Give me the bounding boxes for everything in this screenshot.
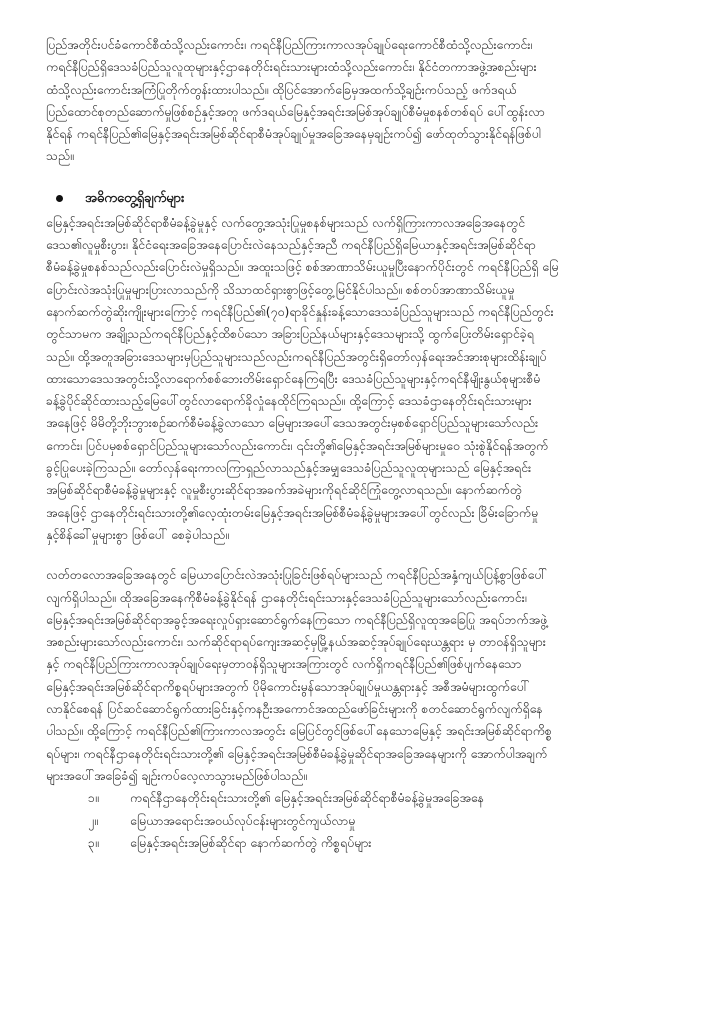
- text-line: လာနိုင်စေရန် ပြင်ဆင်ဆောင်ရွက်ထားခြင်းနှင့်ကနဦးအကောင်အထည်ဖော်ခြင်းများကို စတင်ဆောင်ရွက်လျက်ရှိနေ: [46, 701, 543, 717]
- paragraph-spacer: [46, 546, 679, 564]
- text-line: သည်။ ထို့အတူအခြားဒေသများမှပြည်သူများသည်လည်းကရင်နီပြည်အတွင်းရှိတော်လှန်ရေးအင်အားစုများထိန်းချုပ်: [46, 348, 547, 364]
- text-line: ခွင့်ပြုပေးခဲ့ကြသည်။ တော်လှန်ရေးကာလကြာရှည်လာသည်နှင့်အမျှဒေသခံပြည်သူလူထုများသည် မြေနှင့်အရင်း: [46, 460, 532, 476]
- text-line: အစည်းများသော်လည်းကောင်း၊ သက်ဆိုင်ရာရပ်ကျေးအဆင့်မှမြို့နယ်အဆင့်အုပ်ချုပ်ရေးယန္တရား မှ တာဝန်ရှိသူများ: [46, 634, 546, 650]
- text-line: နိုင်ရန် ကရင်နီပြည်၏မြေနှင့်အရင်းအမြစ်ဆိုင်ရာစီမံအုပ်ချုပ်မှုအခြေအနေမှချဉ်းကပ်၍ ဖော်ထုတ်သွားနိုင်ရန်ဖြစ်ပါ: [46, 126, 541, 142]
- text-line: နှင့် ကရင်နီပြည်ကြားကာလအုပ်ချုပ်ရေးမှတာဝန်ရှိသူများအကြားတွင် လက်ရှိကရင်နီပြည်၏ဖြစ်ပျက်နေသော: [46, 656, 522, 672]
- text-line: စီမံခန့်ခွဲမှုစနစ်သည်လည်းပြောင်းလဲမှုရှိသည်။ အထူးသဖြင့် စစ်အာဏာသိမ်းယူမှုပြီးနောက်ပိုင်းတွင် ကရင်နီပြည်ရှိ မြေ: [46, 259, 559, 275]
- text-line: နှင့်စိန်ခေါ်မှုများစွာ ဖြစ်ပေါ် စေခဲ့ပါသည်။: [46, 526, 229, 542]
- text-line: ပြည်ထောင်စုတည်ဆောက်မှုဖြစ်စဉ်နှင့်အတူ ဖက်ဒရယ်မြေနှင့်အရင်းအမြစ်အုပ်ချုပ်စီမံမှုစနစ်တစ်ရပ် ပေါ်ထွန်းလာ: [46, 103, 545, 119]
- list-number: ၂။: [88, 812, 98, 828]
- text-line: ထားသောဒေသအတွင်းသို့လာရောက်စစ်ဘေးတိမ်းရှောင်နေကြရပြီး ဒေသခံပြည်သူများနှင့်ကရင်နီမျိုးနွယ်စုများစီမံ: [46, 370, 541, 386]
- text-line: လတ်တလောအခြေအနေတွင် မြေယာပြောင်းလဲအသုံးပြုခြင်းဖြစ်ရပ်များသည် ကရင်နီပြည်အနှံ့ကျယ်ပြန့်စွာဖြစ်ပေါ်: [46, 567, 547, 583]
- text-line: ပါသည်။ ထို့ကြောင့် ကရင်နီပြည်၏ကြားကာလအတွင်း မြေပြင်တွင်ဖြစ်ပေါ်နေသောမြေနှင့် အရင်းအမြစ်ဆိုင်ရာကိစ္စ: [46, 723, 552, 739]
- section-heading: [46, 188, 679, 210]
- list-item-text: မြေနှင့်အရင်းအမြစ်ဆိုင်ရာ နောက်ဆက်တွဲ ကိစ္စရပ်များ: [130, 834, 372, 850]
- text-line: ဒေသ၏လူမှုစီးပွား၊ နိုင်ငံရေးအခြေအနေပြောင်းလဲနေသည်နှင့်အညီ ကရင်နီပြည်ရှိမြေယာနှင့်အရင်းအမြစ်ဆိုင်ရာ: [46, 237, 536, 253]
- section-heading-text: အဓိကတွေ့ရှိချက်များ: [85, 190, 185, 206]
- text-line: အနေဖြင့် မိမိတို့ဘိုးဘွားစဉ်ဆက်စီမံခန့်ခွဲလာသော မြေများအပေါ်ဒေသအတွင်းမှစစ်ရှောင်ပြည်သူများသော်လည်း: [46, 415, 539, 431]
- list-item: [46, 787, 679, 809]
- list-number: ၁။: [88, 790, 99, 806]
- list-item-text: ကရင်နီဌာနေတိုင်းရင်းသားတို့၏ မြေနှင့်အရင်းအမြစ်ဆိုင်ရာစီမံခန့်ခွဲမှုအခြေအနေ: [130, 790, 484, 806]
- text-line: နောက်ဆက်တွဲဆိုးကျိုးများကြောင့် ကရင်နီပြည်၏(၇၀)ရာခိုင်နှုန်းခန့်သောဒေသခံပြည်သူများသည် ကရင်နီပြည်တွင်း: [46, 303, 554, 319]
- text-line: မြေနှင့်အရင်းအမြစ်ဆိုင်ရာအခွင့်အရေးလှုပ်ရှားဆောင်ရွက်နေကြသော ကရင်နီပြည်ရှိလူထုအခြေပြု အရပ်ဘက်အဖွဲ့: [46, 611, 548, 627]
- bullet-icon: [56, 195, 63, 202]
- text-line: သည်။: [46, 148, 74, 164]
- findings-paragraph: [46, 212, 679, 546]
- list-item-text: မြေယာအရောင်းအဝယ်လုပ်ငန်းများတွင်ကျယ်လာမှု: [130, 812, 356, 828]
- numbered-list: [46, 787, 679, 854]
- text-line: တွင်သာမက အချို့သည်ကရင်နီပြည်နှင့်ထိစပ်သော အခြားပြည်နယ်များနှင့်ဒေသများသို့ ထွက်ပြေးတိမ်းရှောင်ခဲ့ရ: [46, 326, 534, 342]
- text-line: ခန့်ခွဲပိုင်ဆိုင်ထားသည့်မြေပေါ်တွင်လာရောက်ခိုလှုံနေထိုင်ကြရသည်။ ထို့ကြောင့် ဒေသခံဌာနေတိုင်းရင်းသားများ: [46, 393, 532, 409]
- text-line: အနေဖြင့် ဌာနေတိုင်းရင်းသားတို့၏လေ့ထုံးတမ်းမြေနှင့်အရင်းအမြစ်စီမံခန့်ခွဲမှုများအပေါ်တွင်လည်း ခြိမ်းခြောက်မှု: [46, 504, 539, 520]
- intro-paragraph: [46, 34, 679, 168]
- list-item: [46, 832, 679, 854]
- list-number: ၃။: [88, 834, 99, 850]
- context-paragraph: [46, 564, 679, 787]
- text-line: ရပ်များ၊ ကရင်နီဌာနေတိုင်းရင်းသားတို့၏ မြေနှင့်အရင်းအမြစ်စီမံခန့်ခွဲမှုဆိုင်ရာအခြေအနေများကို အောက်ပါအချက်: [46, 745, 548, 761]
- text-line: လျက်ရှိပါသည်။ ထိုအခြေအနေကိုစီမံခန့်ခွဲနိုင်ရန် ဌာနေတိုင်းရင်းသားနှင့်ဒေသခံပြည်သူများသော်လည်းကောင်း၊: [46, 589, 527, 605]
- list-item: [46, 810, 679, 832]
- text-line: ကရင်နီပြည်ရှိဒေသခံပြည်သူလူထုများနှင့်ဌာနေတိုင်းရင်းသားများထံသို့လည်းကောင်း၊ နိုင်ငံတကာအဖွဲ့အစည်းများ: [46, 59, 537, 75]
- text-line: မြေနှင့်အရင်းအမြစ်ဆိုင်ရာကိစ္စရပ်များအတွက် ပိုမိုကောင်းမွန်သောအုပ်ချုပ်မှုယန္တရားနှင့် အစီအမံများထွက်ပေါ်: [46, 678, 530, 694]
- text-line: မြေနှင့်အရင်းအမြစ်ဆိုင်ရာစီမံခန့်ခွဲမှုနှင့် လက်တွေ့အသုံးပြုမှုစနစ်များသည် လက်ရှိကြားကာလအခြေအနေတွင်: [46, 214, 525, 230]
- text-line: ကောင်း၊ ပြင်ပမှစစ်ရှောင်ပြည်သူများသော်လည်းကောင်း၊ ၎င်းတို့၏မြေနှင့်အရင်းအမြစ်များမှုဝေ သုံးစွဲနိုင်ရန်အတွက်: [46, 437, 549, 453]
- text-line: ပြောင်းလဲအသုံးပြုမှုများပြားလာသည်ကို သိသာထင်ရှားစွာဖြင့်တွေ့မြင်နိုင်ပါသည်။ စစ်တပ်အာဏာသိမ်းယူမှု: [46, 281, 515, 297]
- text-line: ပြည်အတိုင်းပင်ခံကောင်စီထံသို့လည်းကောင်း၊ ကရင်နီပြည်ကြားကာလအုပ်ချုပ်ရေးကောင်စီထံသို့လည်းကောင်း၊: [46, 37, 533, 52]
- text-line: အမြစ်ဆိုင်ရာစီမံခန့်ခွဲမှုများနှင့် လူမှုစီးပွားဆိုင်ရာအခက်အခဲများကိုရင်ဆိုင်ကြုံတွေ့လာရသည်။ နောက်ဆက်တွဲ: [46, 482, 522, 498]
- text-line: ထံသို့လည်းကောင်းအကြံပြုတိုက်တွန်းထားပါသည်။ ထိုပြင်အောက်ခြေမှအထက်သို့ချဉ်းကပ်သည့် ဖက်ဒရယ်: [46, 81, 517, 97]
- text-line: များအပေါ်အခြေခံ၍ ချဉ်းကပ်လေ့လာသွားမည်ဖြစ်ပါသည်။: [46, 767, 308, 783]
